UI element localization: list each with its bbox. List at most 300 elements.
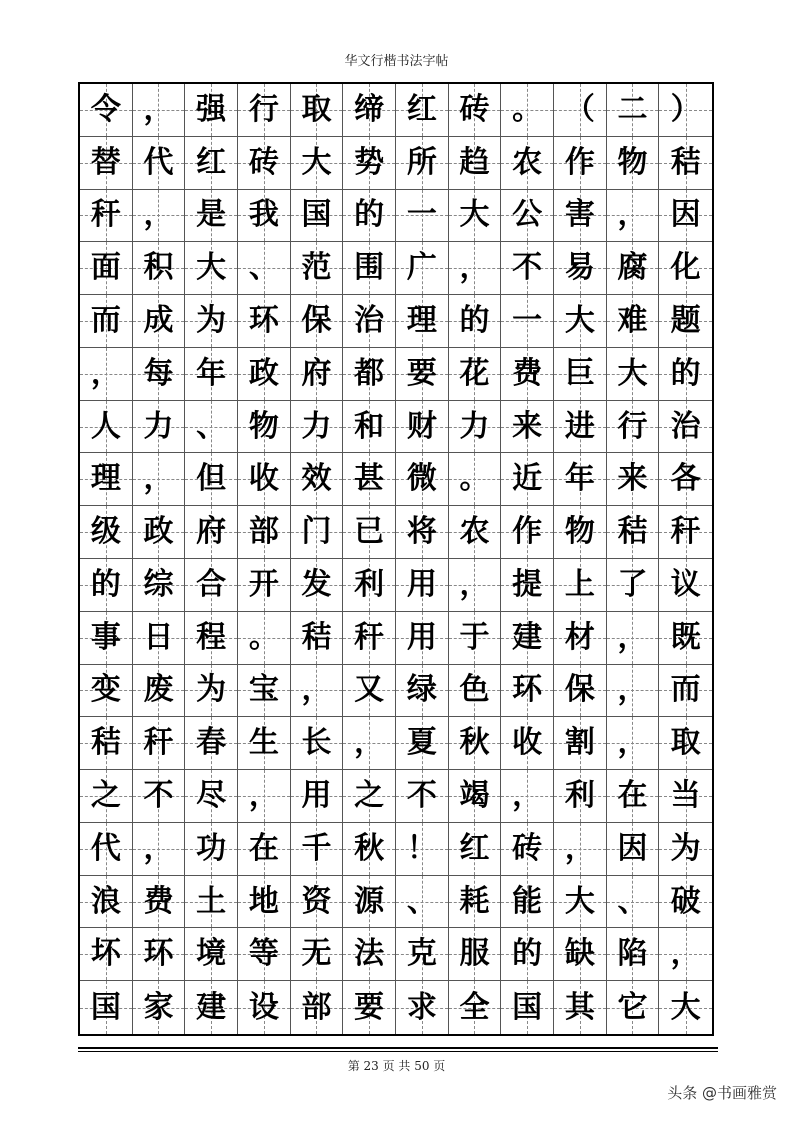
grid-cell: [133, 823, 186, 876]
grid-cell: [659, 665, 712, 718]
grid-character: （: [564, 91, 595, 127]
grid-character: 农: [512, 144, 543, 180]
grid-cell: [291, 876, 344, 929]
grid-cell: [133, 717, 186, 770]
grid-cell: [185, 242, 238, 295]
grid-character: 源: [354, 883, 385, 919]
grid-cell: [554, 242, 607, 295]
grid-cell: [238, 84, 291, 137]
grid-cell: [291, 559, 344, 612]
grid-cell: [554, 190, 607, 243]
grid-character: 题: [670, 302, 701, 338]
grid-character: 令: [90, 91, 121, 127]
grid-cell: [554, 717, 607, 770]
grid-character: 难: [617, 302, 648, 338]
grid-character: 已: [354, 514, 385, 550]
grid-character: 利: [354, 566, 385, 602]
grid-character: 秸: [90, 725, 121, 761]
grid-character: 的: [670, 355, 701, 391]
grid-cell: [449, 770, 502, 823]
grid-character: 费: [143, 883, 174, 919]
grid-cell: [133, 770, 186, 823]
grid-cell: [396, 665, 449, 718]
grid-character: 近: [512, 461, 543, 497]
grid-character: 竭: [459, 777, 490, 813]
grid-cell: [607, 242, 660, 295]
grid-cell: [449, 876, 502, 929]
grid-cell: [238, 453, 291, 506]
grid-cell: [501, 928, 554, 981]
grid-character: 环: [512, 672, 543, 708]
grid-character: 来: [617, 461, 648, 497]
grid-character: 资: [301, 883, 332, 919]
grid-cell: [607, 612, 660, 665]
grid-character: 环: [143, 936, 174, 972]
grid-character: ，: [617, 725, 648, 761]
grid-character: 财: [406, 408, 437, 444]
grid-cell: [185, 559, 238, 612]
grid-cell: [554, 612, 607, 665]
grid-character: 其: [564, 989, 595, 1025]
source-watermark-label: 头条 @书画雅赏: [667, 1084, 777, 1102]
grid-cell: [291, 190, 344, 243]
grid-cell: [501, 506, 554, 559]
grid-character: 材: [564, 619, 595, 655]
grid-character: 法: [354, 936, 385, 972]
grid-cell: [80, 612, 133, 665]
grid-cell: [291, 401, 344, 454]
grid-cell: [659, 506, 712, 559]
grid-character: 府: [301, 355, 332, 391]
grid-character: 害: [564, 197, 595, 233]
grid-character: 综: [143, 566, 174, 602]
grid-character: 日: [143, 619, 174, 655]
grid-character: 范: [301, 250, 332, 286]
grid-cell: [238, 770, 291, 823]
grid-cell: [291, 295, 344, 348]
grid-cell: [343, 401, 396, 454]
grid-character: 所: [406, 144, 437, 180]
grid-character: 建: [512, 619, 543, 655]
grid-cell: [238, 823, 291, 876]
grid-character: 宝: [248, 672, 279, 708]
grid-character: 而: [90, 302, 121, 338]
grid-cell: [607, 453, 660, 506]
grid-cell: [607, 348, 660, 401]
grid-character: 夏: [406, 725, 437, 761]
grid-cell: [80, 506, 133, 559]
grid-cell: [185, 823, 238, 876]
grid-cell: [449, 190, 502, 243]
grid-cell: [607, 717, 660, 770]
grid-character: 境: [196, 936, 227, 972]
grid-cell: [607, 928, 660, 981]
grid-character: 求: [406, 989, 437, 1025]
grid-cell: [238, 928, 291, 981]
grid-cell: [501, 770, 554, 823]
grid-cell: [501, 453, 554, 506]
grid-cell: [80, 823, 133, 876]
grid-character: 一: [406, 197, 437, 233]
grid-cell: [80, 876, 133, 929]
grid-cell: [80, 665, 133, 718]
grid-character: 尽: [196, 777, 227, 813]
grid-character: 保: [564, 672, 595, 708]
grid-cell: [185, 506, 238, 559]
grid-cell: [343, 928, 396, 981]
grid-cell: [501, 981, 554, 1034]
grid-cell: [607, 506, 660, 559]
grid-cell: [396, 295, 449, 348]
grid-cell: [449, 559, 502, 612]
grid-cell: [396, 401, 449, 454]
grid-cell: [185, 190, 238, 243]
grid-cell: [185, 84, 238, 137]
grid-character: 红: [196, 144, 227, 180]
grid-character: 土: [196, 883, 227, 919]
calligraphy-practice-grid: [78, 82, 714, 1036]
grid-character: 秸: [301, 619, 332, 655]
grid-character: 破: [670, 883, 701, 919]
grid-character: 效: [301, 461, 332, 497]
grid-character: 上: [564, 566, 595, 602]
grid-cell: [343, 876, 396, 929]
grid-character: 的: [354, 197, 385, 233]
grid-character: 取: [301, 91, 332, 127]
grid-character: 砖: [459, 91, 490, 127]
grid-cell: [133, 981, 186, 1034]
grid-character: 既: [670, 619, 701, 655]
grid-cell: [607, 665, 660, 718]
grid-character: 的: [90, 566, 121, 602]
grid-character: 春: [196, 725, 227, 761]
grid-character: 因: [617, 830, 648, 866]
grid-character: 作: [564, 144, 595, 180]
grid-character: ，: [143, 830, 174, 866]
grid-character: 国: [301, 197, 332, 233]
grid-cell: [238, 612, 291, 665]
grid-cell: [80, 928, 133, 981]
grid-character: 变: [90, 672, 121, 708]
grid-character: 发: [301, 566, 332, 602]
grid-cell: [185, 295, 238, 348]
grid-cell: [80, 137, 133, 190]
grid-character: 服: [459, 936, 490, 972]
grid-character: ，: [459, 566, 490, 602]
footer-divider: [78, 1047, 718, 1049]
grid-character: 生: [248, 725, 279, 761]
grid-cell: [80, 242, 133, 295]
grid-cell: [659, 981, 712, 1034]
grid-cell: [607, 295, 660, 348]
grid-cell: [80, 770, 133, 823]
grid-cell: [343, 981, 396, 1034]
grid-cell: [185, 137, 238, 190]
grid-cell: [133, 665, 186, 718]
grid-character: 色: [459, 672, 490, 708]
grid-character: 大: [670, 989, 701, 1025]
grid-character: 浪: [90, 883, 121, 919]
grid-character: 、: [248, 250, 279, 286]
grid-cell: [343, 559, 396, 612]
grid-cell: [554, 770, 607, 823]
grid-cell: [291, 242, 344, 295]
grid-cell: [659, 242, 712, 295]
grid-cell: [291, 928, 344, 981]
grid-character: 强: [196, 91, 227, 127]
grid-character: 事: [90, 619, 121, 655]
grid-cell: [449, 401, 502, 454]
grid-cell: [449, 928, 502, 981]
grid-character: 、: [617, 883, 648, 919]
grid-cell: [659, 559, 712, 612]
grid-character: 、: [196, 408, 227, 444]
grid-character: ，: [617, 672, 648, 708]
grid-character: 它: [617, 989, 648, 1025]
grid-cell: [80, 981, 133, 1034]
grid-cell: [291, 506, 344, 559]
grid-character: 政: [248, 355, 279, 391]
grid-character: 广: [406, 250, 437, 286]
grid-character: ，: [301, 672, 332, 708]
grid-character: 能: [512, 883, 543, 919]
grid-character: 陷: [617, 936, 648, 972]
grid-character: 政: [143, 514, 174, 550]
grid-cell: [343, 770, 396, 823]
grid-cell: [185, 928, 238, 981]
grid-character: 都: [354, 355, 385, 391]
grid-cell: [80, 717, 133, 770]
grid-character: 要: [354, 989, 385, 1025]
grid-character: 用: [301, 777, 332, 813]
grid-character: 二: [617, 91, 648, 127]
grid-character: 我: [248, 197, 279, 233]
grid-cell: [396, 506, 449, 559]
grid-cell: [607, 823, 660, 876]
grid-character: 大: [459, 197, 490, 233]
grid-character: 的: [459, 302, 490, 338]
grid-character: 议: [670, 566, 701, 602]
grid-cell: [607, 401, 660, 454]
grid-cell: [607, 770, 660, 823]
grid-cell: [291, 453, 344, 506]
grid-cell: [501, 823, 554, 876]
grid-cell: [238, 506, 291, 559]
grid-character: 在: [617, 777, 648, 813]
grid-cell: [607, 876, 660, 929]
grid-cell: [607, 559, 660, 612]
grid-cell: [80, 190, 133, 243]
grid-character: 秋: [459, 725, 490, 761]
grid-cell: [396, 876, 449, 929]
grid-character: 秆: [354, 619, 385, 655]
grid-character: 治: [354, 302, 385, 338]
grid-cell: [607, 137, 660, 190]
grid-cell: [80, 295, 133, 348]
grid-character: 地: [248, 883, 279, 919]
grid-cell: [501, 612, 554, 665]
footer-divider-thin: [78, 1051, 718, 1052]
grid-character: 不: [143, 777, 174, 813]
grid-cell: [80, 401, 133, 454]
grid-character: 长: [301, 725, 332, 761]
grid-character: 替: [90, 144, 121, 180]
grid-cell: [501, 876, 554, 929]
grid-cell: [554, 559, 607, 612]
grid-character: 行: [248, 91, 279, 127]
grid-character: 作: [512, 514, 543, 550]
grid-character: 治: [670, 408, 701, 444]
grid-cell: [607, 190, 660, 243]
grid-cell: [133, 506, 186, 559]
grid-cell: [291, 770, 344, 823]
grid-character: 费: [512, 355, 543, 391]
grid-character: 力: [301, 408, 332, 444]
grid-character: 缔: [354, 91, 385, 127]
grid-character: 理: [90, 461, 121, 497]
grid-character: 力: [143, 408, 174, 444]
grid-cell: [291, 665, 344, 718]
grid-cell: [449, 84, 502, 137]
grid-cell: [185, 612, 238, 665]
grid-character: 门: [301, 514, 332, 550]
grid-cell: [133, 876, 186, 929]
grid-character: 化: [670, 250, 701, 286]
grid-character: 府: [196, 514, 227, 550]
grid-cell: [238, 401, 291, 454]
grid-cell: [291, 612, 344, 665]
grid-cell: [396, 348, 449, 401]
grid-cell: [343, 823, 396, 876]
grid-character: 收: [512, 725, 543, 761]
grid-cell: [501, 348, 554, 401]
grid-cell: [659, 137, 712, 190]
grid-character: 人: [90, 408, 121, 444]
grid-character: 之: [354, 777, 385, 813]
grid-cell: [133, 190, 186, 243]
grid-character: 。: [512, 91, 543, 127]
grid-character: ）: [670, 91, 701, 127]
grid-cell: [343, 190, 396, 243]
grid-cell: [554, 665, 607, 718]
grid-character: 而: [670, 672, 701, 708]
grid-cell: [291, 717, 344, 770]
grid-cell: [80, 453, 133, 506]
grid-character: 利: [564, 777, 595, 813]
grid-cell: [554, 506, 607, 559]
grid-character: 建: [196, 989, 227, 1025]
grid-character: ，: [617, 619, 648, 655]
grid-character: 大: [564, 883, 595, 919]
grid-character: ，: [354, 725, 385, 761]
grid-character: ，: [512, 777, 543, 813]
grid-character: ，: [248, 777, 279, 813]
grid-cell: [449, 717, 502, 770]
grid-character: 易: [564, 250, 595, 286]
grid-character: 家: [143, 989, 174, 1025]
grid-cell: [396, 84, 449, 137]
grid-character: 了: [617, 566, 648, 602]
grid-character: 和: [354, 408, 385, 444]
grid-cell: [133, 928, 186, 981]
grid-cell: [659, 928, 712, 981]
grid-cell: [449, 981, 502, 1034]
grid-character: 物: [564, 514, 595, 550]
grid-cell: [554, 137, 607, 190]
grid-cell: [396, 770, 449, 823]
grid-cell: [554, 928, 607, 981]
grid-character: 合: [196, 566, 227, 602]
grid-cell: [396, 559, 449, 612]
grid-cell: [238, 981, 291, 1034]
grid-cell: [607, 981, 660, 1034]
grid-cell: [659, 770, 712, 823]
grid-cell: [607, 84, 660, 137]
grid-character: 趋: [459, 144, 490, 180]
grid-cell: [238, 295, 291, 348]
grid-character: 秸: [617, 514, 648, 550]
grid-character: 腐: [617, 250, 648, 286]
grid-cell: [501, 190, 554, 243]
grid-character: 提: [512, 566, 543, 602]
grid-character: 来: [512, 408, 543, 444]
grid-cell: [501, 137, 554, 190]
grid-character: 围: [354, 250, 385, 286]
grid-cell: [185, 876, 238, 929]
grid-character: 为: [196, 672, 227, 708]
grid-cell: [449, 295, 502, 348]
grid-character: 将: [406, 514, 437, 550]
grid-character: 年: [196, 355, 227, 391]
grid-cell: [133, 295, 186, 348]
grid-character: 物: [248, 408, 279, 444]
grid-character: 大: [301, 144, 332, 180]
grid-character: 因: [670, 197, 701, 233]
grid-character: 用: [406, 619, 437, 655]
grid-character: 年: [564, 461, 595, 497]
grid-cell: [659, 295, 712, 348]
grid-cell: [185, 401, 238, 454]
grid-character: 砖: [512, 830, 543, 866]
grid-character: 设: [248, 989, 279, 1025]
grid-character: 功: [196, 830, 227, 866]
page-number: 第 23 页 共 50 页: [347, 1059, 446, 1073]
grid-cell: [554, 453, 607, 506]
grid-cell: [238, 190, 291, 243]
grid-cell: [396, 453, 449, 506]
grid-cell: [185, 717, 238, 770]
grid-character: 收: [248, 461, 279, 497]
grid-character: 要: [406, 355, 437, 391]
grid-cell: [396, 717, 449, 770]
grid-character: 微: [406, 461, 437, 497]
grid-character: 势: [354, 144, 385, 180]
grid-character: 不: [512, 250, 543, 286]
grid-character: 又: [354, 672, 385, 708]
grid-cell: [238, 242, 291, 295]
grid-character: 废: [143, 672, 174, 708]
grid-character: ，: [459, 250, 490, 286]
grid-cell: [396, 981, 449, 1034]
grid-cell: [343, 453, 396, 506]
grid-character: 。: [459, 461, 490, 497]
grid-cell: [238, 717, 291, 770]
grid-cell: [449, 823, 502, 876]
grid-cell: [554, 348, 607, 401]
grid-cell: [449, 612, 502, 665]
grid-character: 割: [564, 725, 595, 761]
grid-character: 秆: [670, 514, 701, 550]
